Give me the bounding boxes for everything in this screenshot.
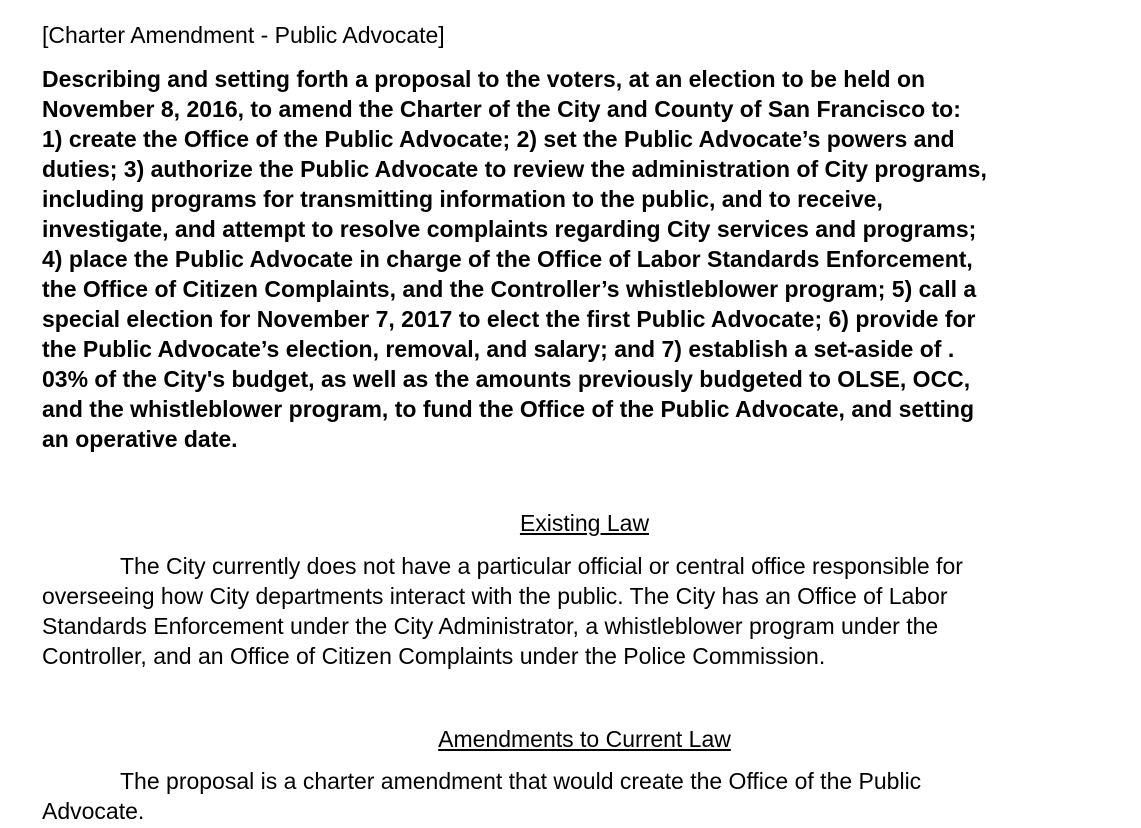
- summary-line: November 8, 2016, to amend the Charter of the City and County of San Francisco to:: [42, 96, 961, 122]
- summary-line: investigate, and attempt to resolve complaints regarding City services and programs;: [42, 216, 977, 242]
- existing-law-heading-text: Existing Law: [519, 510, 650, 536]
- existing-law-line: Standards Enforcement under the City Administrator, a whistleblower program under the: [42, 613, 939, 639]
- summary-line: Describing and setting forth a proposal to the voters, at an election to be held on: [42, 66, 926, 92]
- summary-line: an operative date.: [42, 426, 238, 452]
- summary-line: the Public Advocate’s election, removal, and salary; and 7) establish a set-aside of .: [42, 336, 955, 362]
- summary-line: 03% of the City's budget, as well as the amounts previously budgeted to OLSE, OCC,: [42, 366, 971, 392]
- document-header: [Charter Amendment - Public Advocate]: [42, 22, 445, 48]
- summary-line: and the whistleblower program, to fund the Office of the Public Advocate, and setting: [42, 396, 974, 422]
- document-page: [42, 20, 1117, 826]
- existing-law-line: Controller, and an Office of Citizen Complaints under the Police Commission.: [42, 643, 826, 669]
- summary-paragraph: [42, 50, 1117, 454]
- existing-law-heading: [42, 508, 1127, 538]
- amendments-line: Advocate.: [42, 798, 145, 824]
- summary-line: special election for November 7, 2017 to elect the first Public Advocate; 6) provide for: [42, 306, 976, 332]
- summary-line: duties; 3) authorize the Public Advocate to review the administration of City programs,: [42, 156, 987, 182]
- summary-line: 4) place the Public Advocate in charge of the Office of Labor Standards Enforcement,: [42, 246, 973, 272]
- amendments-line: The proposal is a charter amendment that would create the Office of the Public: [120, 768, 922, 794]
- summary-line: the Office of Citizen Complaints, and the Controller’s whistleblower program; 5) call a: [42, 276, 977, 302]
- amendments-heading: [42, 724, 1127, 754]
- existing-law-paragraph: [42, 551, 1117, 671]
- amendments-heading-text: Amendments to Current Law: [438, 726, 731, 752]
- amendments-paragraph: [42, 766, 1117, 826]
- summary-line: including programs for transmitting information to the public, and to receive,: [42, 186, 883, 212]
- summary-line: 1) create the Office of the Public Advocate; 2) set the Public Advocate’s powers and: [42, 126, 955, 152]
- existing-law-line: overseeing how City departments interact with the public. The City has an Office of Labor: [42, 583, 948, 609]
- existing-law-line: The City currently does not have a particular official or central office responsible for: [120, 553, 963, 579]
